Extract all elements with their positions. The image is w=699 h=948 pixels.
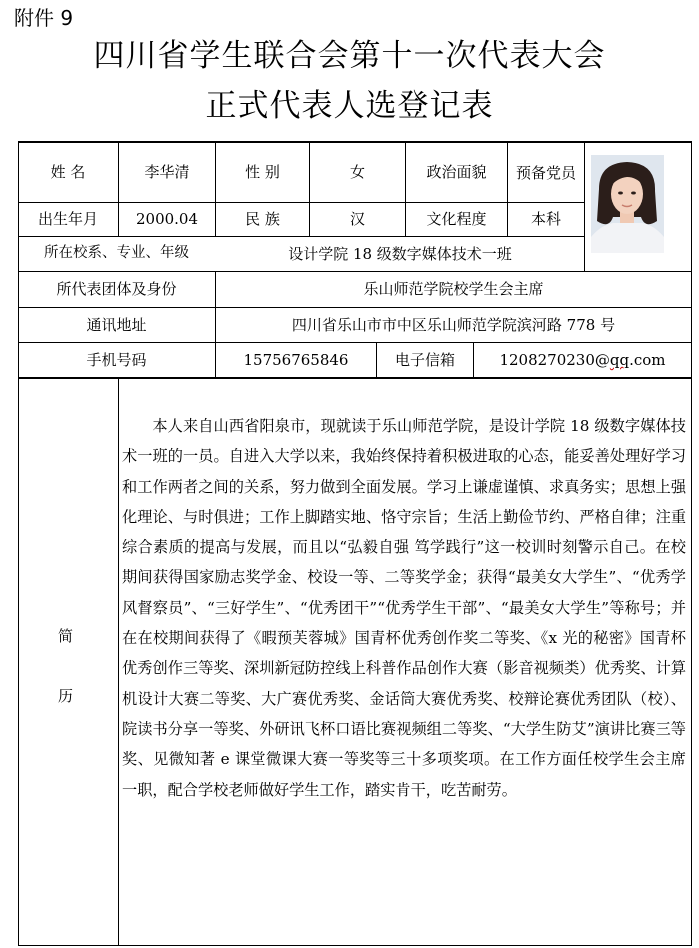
political-label: 政治面貌 (426, 163, 487, 182)
address-label: 通讯地址 (86, 315, 147, 334)
form-title: 四川省学生联合会第十一次代表大会 (93, 38, 606, 74)
phone-value: 15756765846 (243, 350, 349, 369)
email-domain-part: qq (609, 350, 630, 369)
dept-label: 所在校系、专业、年级 (44, 245, 189, 262)
email-user-part: 1208270230@ (499, 350, 610, 369)
resume-label-jian: 简 (58, 627, 74, 645)
education-value: 本科 (530, 210, 561, 229)
email-value (474, 343, 691, 377)
col-divider (118, 377, 119, 946)
birth-value: 2000.04 (135, 210, 199, 229)
ethnicity-label: 民 族 (245, 210, 280, 229)
gender-label: 性 别 (245, 163, 280, 182)
attachment-label: 附件 9 (14, 6, 74, 30)
name-value: 李华清 (144, 163, 190, 182)
represent-value: 乐山师范学院校学生会主席 (363, 280, 544, 299)
phone-label: 手机号码 (86, 350, 147, 369)
resume-label-li: 历 (58, 687, 74, 705)
applicant-photo (591, 155, 664, 253)
resume-body (122, 381, 686, 941)
form-subtitle: 正式代表人选登记表 (205, 88, 494, 124)
resume-paragraph: 本人来自山西省阳泉市，现就读于乐山师范学院，是设计学院 18 级数字媒体技术一班的一员。自进入大学以来，我始终保持着积极进取的心态，能妥善处理好学习和工作两者之间的关系，努力做到全面发展。学习上谦虚谨慎、求真务实；思想上强化理论、与时俱进；工作上脚踏实地、恪守宗旨；生活上勤俭节约、严格自律；注重综合素质的提高与发展，而且以“弘毅自强 笃学践行”这一校训时刻警示自己。在校期间获得国家励志奖学金、校设一等、二等奖学金；获得“最美女大学生”、“优秀学风督察员”、“三好学生”、“优秀团干”“优秀学生干部”、“最美女大学生”等称号；并在在校期间获得了《暇预芙蓉城》国青杯优秀创作奖二等奖、《x 光的秘密》国青杯优秀创作三等奖、深圳新冠防控线上科普作品创作大赛（影音视频类）优秀奖、计算机设计大赛二等奖、大广赛优秀奖、金话筒大赛优秀奖、校辩论赛优秀团队（校）、院读书分享一等奖、外研讯飞杯口语比赛视频组二等奖、“大学生防艾”演讲比赛三等奖、见微知著 e 课堂微课大赛一等奖等三十多项奖项。在工作方面任校学生会主席一职，配合学校老师做好学生工作，踏实肯干，吃苦耐劳。 (122, 417, 686, 799)
table-border-right (691, 141, 692, 946)
political-value: 预备党员 (515, 163, 576, 182)
represent-label: 所代表团体及身份 (56, 280, 177, 299)
registration-table (18, 141, 692, 946)
education-label: 文化程度 (426, 210, 487, 229)
name-label: 姓 名 (50, 163, 86, 182)
col-divider (584, 141, 585, 272)
ethnicity-value: 汉 (349, 210, 365, 229)
birth-label: 出生年月 (37, 210, 98, 229)
table-border-bottom (18, 945, 692, 946)
email-tail-part: .com (629, 350, 666, 369)
row-divider (18, 377, 692, 379)
gender-value: 女 (349, 163, 365, 182)
address-value: 四川省乐山市市中区乐山师范学院滨河路 778 号 (291, 315, 616, 334)
dept-value: 设计学院 18 级数字媒体技术一班 (288, 244, 512, 263)
email-label: 电子信箱 (394, 350, 455, 369)
